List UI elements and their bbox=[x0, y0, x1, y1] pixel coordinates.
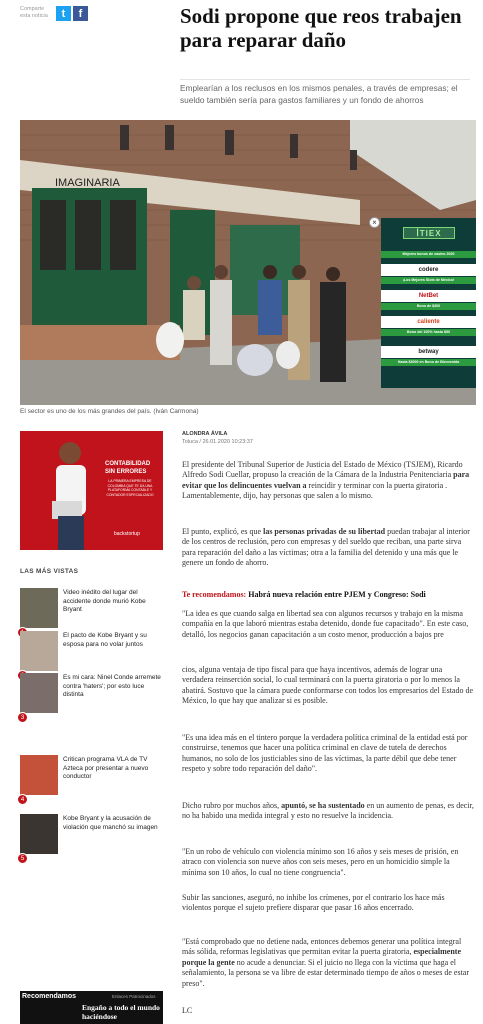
list-item-title[interactable]: Critican programa VLA de TV Azteca por presentar a nuevo conductor bbox=[63, 756, 149, 781]
paragraph: El punto, explicó, es que las personas privadas de su libertad puedan trabajar al interior de los centros de reclusión, pero con empresas y del sueldo que reciban, una parte sirva para reparación del daño a las víctimas; otra a la familia del detenido y una más que le genere un fondo de ahorro. bbox=[182, 527, 470, 568]
ad-promo: Bono de $300 bbox=[381, 303, 476, 310]
ad-line: CONTABILIDAD bbox=[105, 461, 151, 467]
paragraph: Subir las sanciones, aseguró, no inhibe los crímenes, por el contrario los hace más violentos porque el sujeto prefiere disparar que pasar 16 años encerrado. bbox=[182, 893, 445, 913]
signature: LC bbox=[182, 1006, 193, 1015]
photo-sign-text: IMAGINARIA bbox=[55, 177, 120, 189]
list-item[interactable] bbox=[20, 755, 170, 801]
thumbnail bbox=[20, 814, 58, 854]
list-item-title[interactable]: Video inédito del lugar del accidente donde murió Kobe Bryant bbox=[63, 589, 146, 614]
list-item-title[interactable]: El pacto de Kobe Bryant y su esposa para no volar juntos bbox=[63, 632, 147, 648]
list-item[interactable] bbox=[20, 673, 170, 719]
most-viewed-title: LAS MÁS VISTAS bbox=[20, 568, 79, 575]
list-item-title[interactable]: Es mi cara: Ninel Conde arremete contra 'haters'; por esto luce distinta bbox=[63, 674, 161, 699]
article-subtitle: Emplearían a los reclusos en los mismos penales, a través de empresas; el sueldo también sería para gastos familiares y un fondo de ahorros bbox=[180, 79, 470, 106]
paragraph: "En un robo de vehículo con violencia mínimo son 16 años y seis meses de prisión, en atraco con violencia son nueve años con seis meses, pero en un homicidio simple la mínima son 10 años, lo cual no tiene congruencia". bbox=[182, 847, 459, 877]
photo-caption: El sector es uno de los más grandes del país. (Iván Carmona) bbox=[20, 408, 199, 415]
article-title: Sodi propone que reos trabajen para reparar daño bbox=[180, 4, 462, 52]
ad-brand: backstortup bbox=[114, 531, 140, 537]
paragraph: "Es una idea más en el tintero porque la verdadera política criminal de la entidad está por construirse, tenemos que hacer una política criminal en clave de tutela de derechos humanos, no solo de los justiciables sino de las víctimas, la parte débil que debe tener respeto y sobre todo reparación del daño". bbox=[182, 733, 468, 774]
author: ALONDRA ÁVILA bbox=[182, 431, 228, 437]
sponsored-label: Enlaces Patrocinados bbox=[112, 994, 156, 999]
thumbnail bbox=[20, 631, 58, 671]
thumbnail bbox=[20, 588, 58, 628]
ad-brand-netbet[interactable]: NetBet bbox=[381, 290, 476, 302]
casino-ad[interactable] bbox=[381, 218, 476, 388]
ad-brand-caliente[interactable]: caliente bbox=[381, 316, 476, 328]
paragraph: Dicho rubro por muchos años, apuntó, se ha sustentado en un aumento de penas, es decir, no ha habido una medida integral y esto no resuelve la incidencia. bbox=[182, 801, 474, 821]
share-icons bbox=[56, 6, 88, 21]
ad-brand-betway[interactable]: betway bbox=[381, 346, 476, 358]
ad-brand-codere[interactable]: codere bbox=[381, 264, 476, 276]
dateline: Toluca / 26.01.2020 10:23:37 bbox=[182, 439, 253, 445]
thumbnail bbox=[20, 755, 58, 795]
ad-promo: Bono del 100% hasta $50 bbox=[381, 329, 476, 336]
related-link[interactable]: Te recomendamos: Habrá nueva relación entre PJEM y Congreso: Sodi bbox=[182, 590, 426, 599]
rank-badge: 5 bbox=[17, 853, 28, 864]
list-item[interactable] bbox=[20, 588, 170, 634]
recommended-title: Recomendamos bbox=[22, 993, 77, 1000]
paragraph: "Está comprobado que no detiene nada, entonces debemos generar una política integral más sólida, reformas legislativas que permitan evitar la puerta giratoria, especialmente porque la gente no acude a denunciar. Si el juicio no llega con la víctima que haga el señalamiento, la persona se va libre de estar determinado tiempo de años o meses de estar preso". bbox=[182, 937, 470, 988]
paragraph: cios, alguna ventaja de tipo fiscal para que haya incentivos, además de lograr una verdadera reinserción social, lo cual terminará con la puerta giratoria o por lo menos la abatirá. Sostuvo que la cámara puede conformarse con todos los empresarios del Estado de México, lo que hay que analizar si es posible. bbox=[182, 665, 474, 706]
ad-line: LA PRIMERA EMPRESA DE COLOMBIA QUE TE DA UNA PLATAFORMA CONTABLE Y CONTADOR ESPECIALIZADO bbox=[106, 479, 154, 497]
ad-promo: Hasta $3000 en Bono de Bienvenida bbox=[381, 359, 476, 366]
rank-badge: 3 bbox=[17, 712, 28, 723]
twitter-icon[interactable]: t bbox=[56, 6, 71, 21]
side-ad-banner[interactable] bbox=[20, 431, 163, 550]
list-item[interactable] bbox=[20, 814, 170, 860]
share-block bbox=[20, 6, 83, 20]
list-item-title[interactable]: Kobe Bryant y la acusación de violación que manchó su imagen bbox=[63, 815, 158, 831]
recommended-block[interactable] bbox=[20, 991, 163, 1024]
ad-logo: ꟾTIEX bbox=[403, 227, 455, 239]
list-item[interactable] bbox=[20, 631, 170, 677]
rank-badge: 4 bbox=[17, 794, 28, 805]
share-label: Comparte esta noticia bbox=[20, 6, 48, 19]
ad-line: SIN ERRORES bbox=[105, 469, 147, 475]
paragraph: "La idea es que cuando salga en libertad sea con algunos recursos y trabajo en la misma compañía en la que laboró mientras estaba detenido, donde fue capacitado". En este caso, detalló, los negocios ganan capacitación a un costo menor, producción a bajos pre bbox=[182, 609, 469, 639]
thumbnail bbox=[20, 673, 58, 713]
ad-header: Mejores bonos de casino 2020 bbox=[381, 251, 476, 258]
facebook-icon[interactable]: f bbox=[73, 6, 88, 21]
recommended-headline[interactable]: Engaño a todo el mundo haciéndose bbox=[82, 1003, 160, 1021]
close-icon[interactable]: × bbox=[369, 217, 380, 228]
paragraph: El presidente del Tribunal Superior de Justicia del Estado de México (TSJEM), Ricardo Alfredo Sodi Cuellar, propuso la creación de la Cámara de la Industria Penitenciaria para evitar que los delincuentes vuelvan a reincidir y terminar con la puerta giratoria . Lamentablemente, dijo, hay personas que salen a lo mismo. bbox=[182, 460, 470, 501]
ad-promo: ¡Los Mejores Slots de México! bbox=[381, 277, 476, 284]
